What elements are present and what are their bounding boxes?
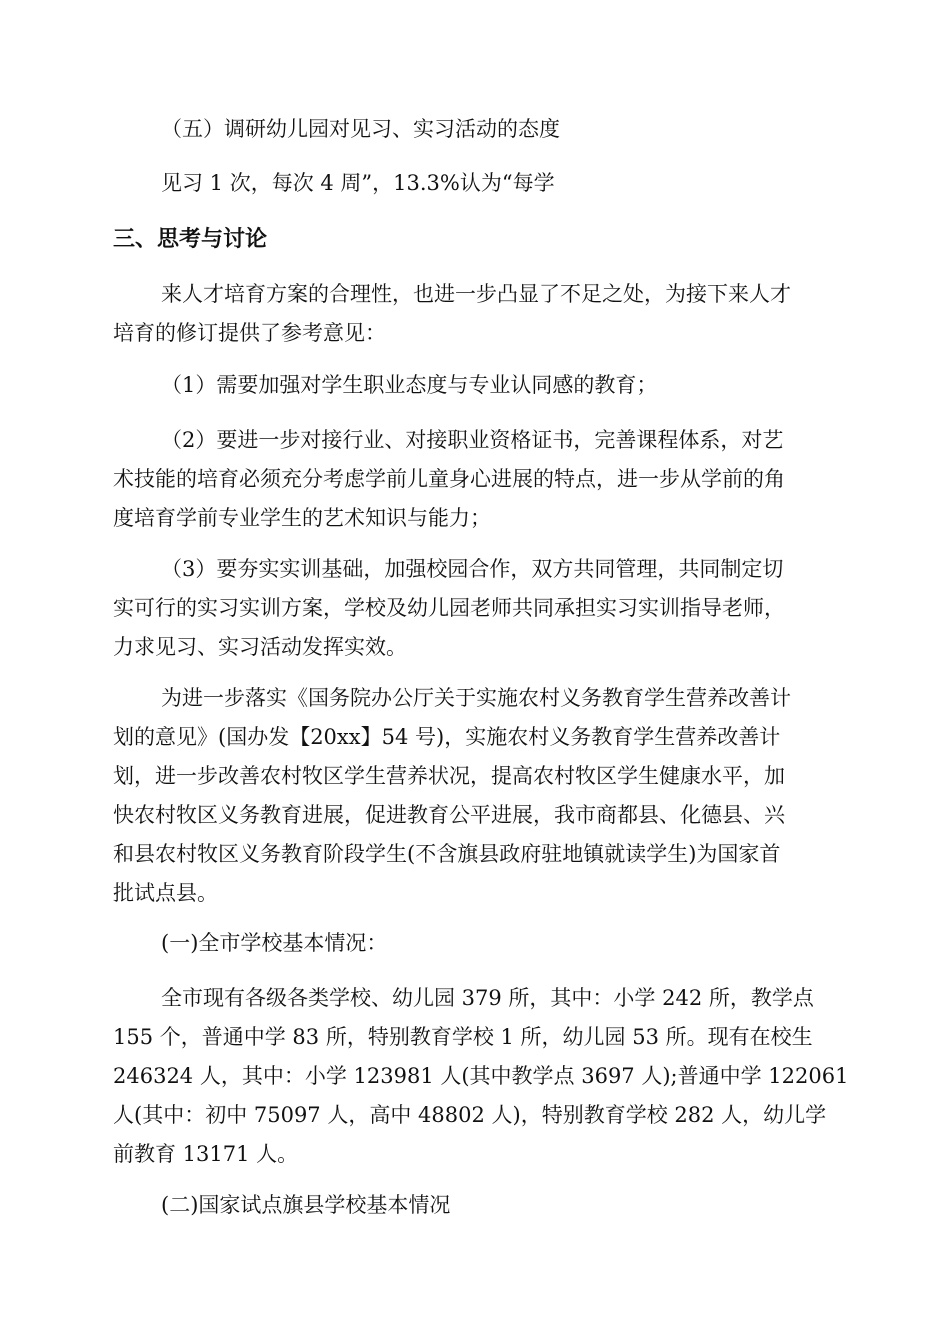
paragraph-training-plan (113, 275, 833, 353)
text-line: 人(其中：初中 75097 人，高中 48802 人)，特别教育学校 282 人，幼儿学 (113, 1103, 827, 1127)
section-subheading-attitude (113, 110, 833, 149)
list-item-3 (113, 550, 833, 667)
text-line: 培育的修订提供了参考意见： (113, 321, 386, 345)
paragraph-nutrition-plan (113, 679, 833, 913)
text-line: 力求见习、实习活动发挥实效。 (113, 635, 407, 659)
section-heading-discussion (113, 220, 833, 259)
text-line: (二)国家试点旗县学校基本情况 (161, 1193, 451, 1217)
text-line: 三、思考与讨论 (113, 227, 268, 252)
text-line: 快农村牧区义务教育进展，促进教育公平进展，我市商都县、化德县、兴 (113, 803, 785, 827)
text-line: 和县农村牧区义务教育阶段学生(不含旗县政府驻地镇就读学生)为国家首 (113, 842, 781, 866)
text-line: （2）要进一步对接行业、对接职业资格证书，完善课程体系，对艺 (161, 428, 784, 452)
section-subheading-city-schools (113, 924, 833, 963)
text-line: 全市现有各级各类学校、幼儿园 379 所，其中：小学 242 所，教学点 (161, 986, 814, 1010)
text-line: 划的意见》(国办发【20xx】54 号)，实施农村义务教育学生营养改善计 (113, 725, 781, 749)
text-line: （五）调研幼儿园对见习、实习活动的态度 (161, 117, 560, 141)
paragraph-internship-frequency (113, 164, 833, 203)
text-line: （1）需要加强对学生职业态度与专业认同感的教育； (161, 373, 658, 397)
text-line: 批试点县。 (113, 881, 218, 905)
list-item-2 (113, 421, 833, 538)
text-line: 前教育 13171 人。 (113, 1142, 299, 1166)
text-line: 来人才培育方案的合理性，也进一步凸显了不足之处，为接下来人才 (161, 282, 791, 306)
list-item-1 (113, 366, 833, 405)
text-line: 度培育学前专业学生的艺术知识与能力； (113, 506, 491, 530)
text-line: 实可行的实习实训方案，学校及幼儿园老师共同承担实习实训指导老师， (113, 596, 785, 620)
text-line: 为进一步落实《国务院办公厅关于实施农村义务教育学生营养改善计 (161, 686, 791, 710)
text-line: 术技能的培育必须充分考虑学前儿童身心进展的特点，进一步从学前的角 (113, 467, 785, 491)
section-subheading-pilot-counties (113, 1186, 833, 1225)
text-line: （3）要夯实实训基础，加强校园合作，双方共同管理，共同制定切 (161, 557, 784, 581)
text-line: 见习 1 次，每次 4 周”，13.3%认为“每学 (161, 171, 555, 195)
text-line: 划，进一步改善农村牧区学生营养状况，提高农村牧区学生健康水平，加 (113, 764, 785, 788)
text-line: 155 个，普通中学 83 所，特别教育学校 1 所，幼儿园 53 所。现有在校生 (113, 1025, 813, 1049)
paragraph-school-statistics (113, 979, 849, 1174)
text-line: (一)全市学校基本情况： (161, 931, 388, 955)
text-line: 246324 人，其中：小学 123981 人(其中教学点 3697 人);普通中学 122061 (113, 1064, 849, 1088)
